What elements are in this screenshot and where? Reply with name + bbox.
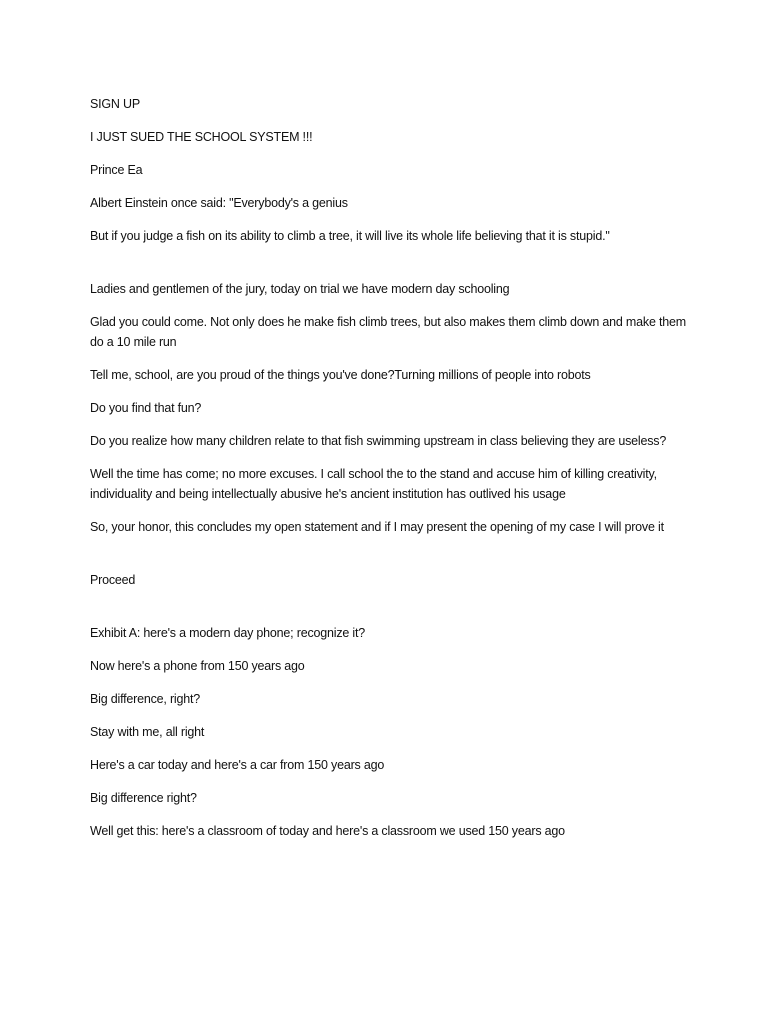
paragraph: Ladies and gentlemen of the jury, today on trial we have modern day schooling <box>90 282 510 296</box>
paragraph: Here's a car today and here's a car from 150 years ago <box>90 758 385 772</box>
paragraph: Big difference right? <box>90 791 197 805</box>
document-title: I JUST SUED THE SCHOOL SYSTEM !!! <box>90 130 313 144</box>
paragraph: Proceed <box>90 573 136 587</box>
paragraph: Exhibit A: here's a modern day phone; recognize it? <box>90 626 365 640</box>
paragraph: Albert Einstein once said: "Everybody's a genius <box>90 196 348 210</box>
paragraph: Do you find that fun? <box>90 401 202 415</box>
paragraph: But if you judge a fish on its ability to climb a tree, it will live its whole life believing that it is stupid." <box>90 229 610 243</box>
paragraph: Now here's a phone from 150 years ago <box>90 659 305 673</box>
paragraph: Well the time has come; no more excuses. I call school the to the stand and accuse him of killing creativity, individuality and being intellectually abusive he's ancient institution has outlived his usage <box>90 467 657 501</box>
paragraph: Big difference, right? <box>90 692 201 706</box>
paragraph: Glad you could come. Not only does he make fish climb trees, but also makes them climb down and make them do a 10 mile run <box>90 315 686 349</box>
paragraph: Tell me, school, are you proud of the things you've done?Turning millions of people into robots <box>90 368 591 382</box>
blank-line <box>90 603 690 623</box>
document-page <box>90 94 690 854</box>
blank-line <box>90 259 690 279</box>
blank-line <box>90 550 690 570</box>
author-name: Prince Ea <box>90 163 143 177</box>
paragraph: Stay with me, all right <box>90 725 205 739</box>
paragraph: Well get this: here's a classroom of today and here's a classroom we used 150 years ago <box>90 824 565 838</box>
heading-sign-up: SIGN UP <box>90 97 140 111</box>
paragraph: Do you realize how many children relate to that fish swimming upstream in class believing they are useless? <box>90 434 667 448</box>
paragraph: So, your honor, this concludes my open statement and if I may present the opening of my case I will prove it <box>90 520 664 534</box>
